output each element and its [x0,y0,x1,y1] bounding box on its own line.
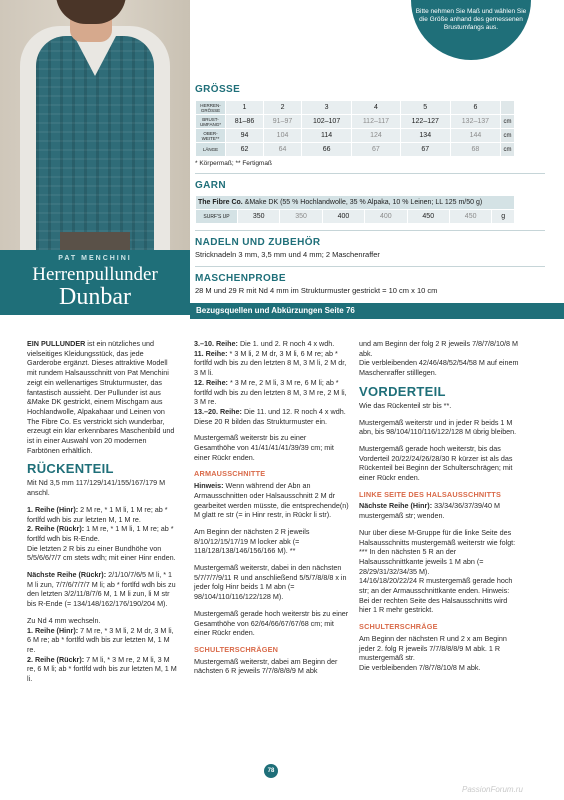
linke-seite-heading: LINKE SEITE DES HALSAUSSCHNITTS [359,489,502,499]
unit-cell: cm [501,129,515,143]
title-line-1: Herrenpullunder [32,264,158,285]
row-text: 7 M re, * 3 M li, 2 M dr, 3 M li, 6 M re; ab * fortlfd wdh bis zur letzten M, 1 M re. [27,625,174,654]
nadeln-heading: NADELN UND ZUBEHÖR [195,237,321,248]
intro-text: ist ein nützliches und vielseitiges Kleidungsstück, das jede Garderobe ergänzt. Dieses attraktive Modell mit rundem Halsausschnitt von Pat Menchini zeigt ein wellenartiges Strukturmuster, das fantastisch aussieht. Der Pullunder ist aus &Make DK gestrickt, einem Mischgarn aus Hochlandwolle, Alpakahaar und Leinen von The Fibre Co. Es verstrickt sich wunderbar, erzeugt ein klar erkennbares Maschenbild und ist in einer Auswahl von 20 modernen Farbtönen erhältlich. [27,339,175,455]
row-text: * 3 M li, 2 M dr, 3 M li, 6 M re; ab * fortlfd wdh bis zu den letzten 8 M, 3 M li, 2 M dr, 3 M li. [194,348,347,378]
row-text: Die 1. und 2. R noch 4 x wdh. [237,339,335,348]
groesse-heading: GRÖSSE [195,84,241,95]
cell: 104 [264,129,302,143]
table-row [196,210,515,224]
row-lead: 11. Reihe: [194,348,228,358]
paragraph: Mustergemäß gerade hoch weiterstr bis zu einer Gesamthöhe von 62/64/66/67/67/68 cm; mit einer Rückr enden. [194,608,349,638]
row-text: Nur über diese M-Gruppe für die linke Seite des Halsausschnitts mustergemäß weiterstr wie folgt: [359,527,516,547]
cell: 132–137 [450,115,500,129]
row-label: BRUST-UMFANG* [196,115,226,129]
watermark: PassionForum.ru [462,785,523,794]
maschenprobe-text: 28 M und 29 R mit Nd 4 mm im Strukturmuster gestrickt = 10 cm x 10 cm [195,286,438,295]
cell: 144 [450,129,500,143]
cell: 450 [407,210,449,224]
paragraph: Wie das Rückenteil str bis **. [359,400,452,410]
cell: 124 [352,129,401,143]
row-lead: 2. Reihe (Rückr): [27,654,85,664]
unit-cell [501,101,515,115]
row-text: *** In den nächsten 5 R an der Halsausschnittkante jeweils 1 M abn (= 28/29/31/32/34/35 M). [359,547,484,576]
rueckenteil-heading: RÜCKENTEIL [27,461,114,477]
schulterschraegen-heading: SCHULTERSCHRÄGEN [194,644,279,654]
paragraph: Mustergemäß weiterstr und in jeder R beids 1 M abn, bis 98/104/110/116/122/128 M übrig bleiben. [359,417,517,437]
paragraph: Am Beginn der nächsten 2 R jeweils 8/10/12/15/17/19 M locker abk (= 118/128/138/146/156/166 M). ** [194,526,310,556]
cell: 62 [226,143,264,157]
size-note: * Körpermaß; ** Fertigmaß [195,160,272,167]
row-text: Die verbleibenden 42/46/48/52/54/58 M auf einem Maschenraffer stilllegen. [359,358,519,378]
designer-name: PAT MENCHINI [58,255,132,262]
cell: 64 [264,143,302,157]
cell: 67 [352,143,401,157]
row-text: * 3 M re, 2 M li, 3 M re, 6 M li; ab * fortlfd wdh bis zu den letzten 8 M, 3 M re, 2 M li, 3 M re. [194,377,347,407]
cell: 134 [400,129,450,143]
table-row [196,129,515,143]
row-lead: Nächste Reihe (Rückr): [27,570,107,580]
column-1 [27,339,177,691]
row-lead: 13.–20. Reihe: [194,406,242,416]
row-lead: Nächste Reihe (Hinr): [359,501,433,511]
cell: 2 [264,101,302,115]
cell: 102–107 [302,115,352,129]
row-text: Die letzten 2 R bis zu einer Bundhöhe von 5/5/6/6/7/7 cm stets wdh; mit einer Hinr enden. [27,543,176,563]
row-text: Wenn während der Abn an Armausschnitten oder Halsausschnitt 2 M dr gearbeitet werden müsste, die entsprechende(n) M glatt re str (= in Hinr restr, in Rückr li str). [194,481,349,520]
vorderteil-heading: VORDERTEIL [359,383,446,399]
cell: 66 [302,143,352,157]
row-lead: 1. Reihe (Hinr): [27,504,79,514]
paragraph [359,528,519,615]
divider [195,230,545,231]
row-lead: 2. Reihe (Rückr): [27,524,85,534]
cell: 114 [302,129,352,143]
table-row [196,101,515,115]
row-lead: 3.–10. Reihe: [194,339,238,348]
row-text: Zu Nd 4 mm wechseln. [27,615,101,625]
paragraph [359,339,519,378]
table-row [196,143,515,157]
schulterschraege-heading: SCHULTERSCHRÄGE [359,622,438,632]
row-text: Die 11. und 12. R noch 4 x wdh. Diese 20 R bilden das Strukturmuster ein. [194,406,346,426]
cell: 3 [302,101,352,115]
paragraph [27,505,177,563]
yarn-details: &Make DK (55 % Hochlandwolle, 35 % Alpaka, 10 % Leinen; LL 125 m/50 g) [242,199,483,206]
size-hint-badge [411,0,531,60]
row-text: 2/1/10/7/6/5 M li, * 1 M li zun, 7/7/6/7/7/7 M li; ab * fortlfd wdh bis zu den letzten 3/2/11/8/7/6 M, 1 M li zun, li M str bis R-Ende (= 134/148/162/176/190/204 M). [27,570,176,609]
intro-lead: EIN PULLUNDER [27,339,86,348]
row-lead: 12. Reihe: [194,377,228,387]
table-row [196,115,515,129]
size-table [195,100,515,157]
row-text: 14/16/18/20/22/24 R mustergemäß gerade hoch str; an der Armausschnittkante enden. Hinweis: Bei der rechten Seite des Halsausschnitts wird hier 1 R mehr gestrickt. [359,576,513,615]
cell: 6 [450,101,500,115]
cell: 350 [238,210,280,224]
paragraph [27,616,177,684]
cell: 1 [226,101,264,115]
divider [195,173,545,174]
row-label: SURF'S UP [196,210,238,224]
paragraph [359,634,519,673]
garn-heading: GARN [195,180,227,191]
cell: 68 [450,143,500,157]
paragraph [27,570,177,609]
size-hint-text: Bitte nehmen Sie Maß und wählen Sie die Größe anhand des gemessenen Brustumfangs aus. [415,8,527,31]
specs-panel [195,84,545,296]
intro-paragraph [27,339,177,455]
row-label: HERREN-GRÖSSE [196,101,226,115]
armausschnitte-heading: ARMAUSSCHNITTE [194,469,266,479]
yarn-brand: The Fibre Co. [198,199,243,206]
cell: 350 [280,210,322,224]
table-row [196,196,515,210]
belt-shape [60,232,130,250]
row-text: Die verbleibenden 7/8/7/8/10/8 M abk. [359,662,481,672]
paragraph [194,339,349,426]
row-lead: Hinweis: [194,481,224,491]
maschenprobe-heading: MASCHENPROBE [195,273,286,284]
nadeln-text: Stricknadeln 3 mm, 3,5 mm und 4 mm; 2 Maschenraffer [195,250,380,259]
cell: 400 [322,210,364,224]
cell: 112–117 [352,115,401,129]
unit-cell: cm [501,143,515,157]
paragraph [194,481,349,520]
cell: 4 [352,101,401,115]
paragraph: Mustergemäß weiterstr bis zu einer Gesamthöhe von 41/41/41/41/39/39 cm; mit einer Rückr enden. [194,433,334,462]
model-photo [0,0,190,250]
cell: 67 [400,143,450,157]
column-3 [359,339,519,680]
row-text: 2 M re, * 1 M li, 1 M re; ab * fortlfd wdh bis zur letzten M, 1 M re. [27,504,168,524]
cell: 91–97 [264,115,302,129]
paragraph: Mustergemäß weiterstr, dabei am Beginn der nächsten 6 R jeweils 7/7/8/8/8/9 M abk [194,656,338,676]
source-bar: Bezugsquellen und Abkürzungen Seite 76 [190,303,564,319]
cell: 5 [400,101,450,115]
cell: 400 [365,210,407,224]
yarn-description [196,196,515,210]
unit-cell: g [492,210,515,224]
row-text: 7 M li, * 3 M re, 2 M li, 3 M re, 6 M li; ab * fortlfd wdh bis zur letzten M, 1 M li. [27,654,177,684]
cell: 450 [449,210,491,224]
paragraph: Mustergemäß weiterstr, dabei in den nächsten 5/7/7/7/9/11 R und anschließend 5/5/7/8/8/8 x in jeder folg Hinr beids 1 M abn (= 98/104/110/116/122/128 M). [194,563,347,602]
cell: 94 [226,129,264,143]
unit-cell: cm [501,115,515,129]
row-text: 1 M re, * 1 M li, 1 M re; ab * fortlfd wdh bis R-Ende. [27,524,174,543]
column-2 [194,339,349,683]
cell: 81–86 [226,115,264,129]
title-block [0,250,190,315]
title-line-2: Dunbar [59,284,131,310]
page-number: 78 [264,764,278,778]
row-text: Am Beginn der nächsten R und 2 x am Beginn jeder 2. folg R jeweils 7/7/8/8/8/9 M abk. 1 R mustergemäß str. [359,633,507,663]
divider [195,266,545,267]
cell: 122–127 [400,115,450,129]
row-lead: 1. Reihe (Hinr): [27,625,79,635]
row-text: 33/34/36/37/39/40 M mustergemäß str; wenden. [359,501,501,521]
row-text: und am Beginn der folg 2 R jeweils 7/8/7/8/10/8 M abk. [359,339,519,358]
paragraph: Mustergemäß gerade hoch weiterstr, bis das Vorderteil 20/22/24/26/28/30 R kürzer ist als das Rückenteil bei Beginn der Schulterschrägen; mit einer Rückr enden. [359,443,513,483]
row-label: LÄNGE [196,143,226,157]
yarn-table [195,195,515,224]
row-label: OBER-WEITE** [196,129,226,143]
paragraph: Mit Nd 3,5 mm 117/129/141/155/167/179 M anschl. [27,478,166,498]
paragraph [359,501,519,520]
